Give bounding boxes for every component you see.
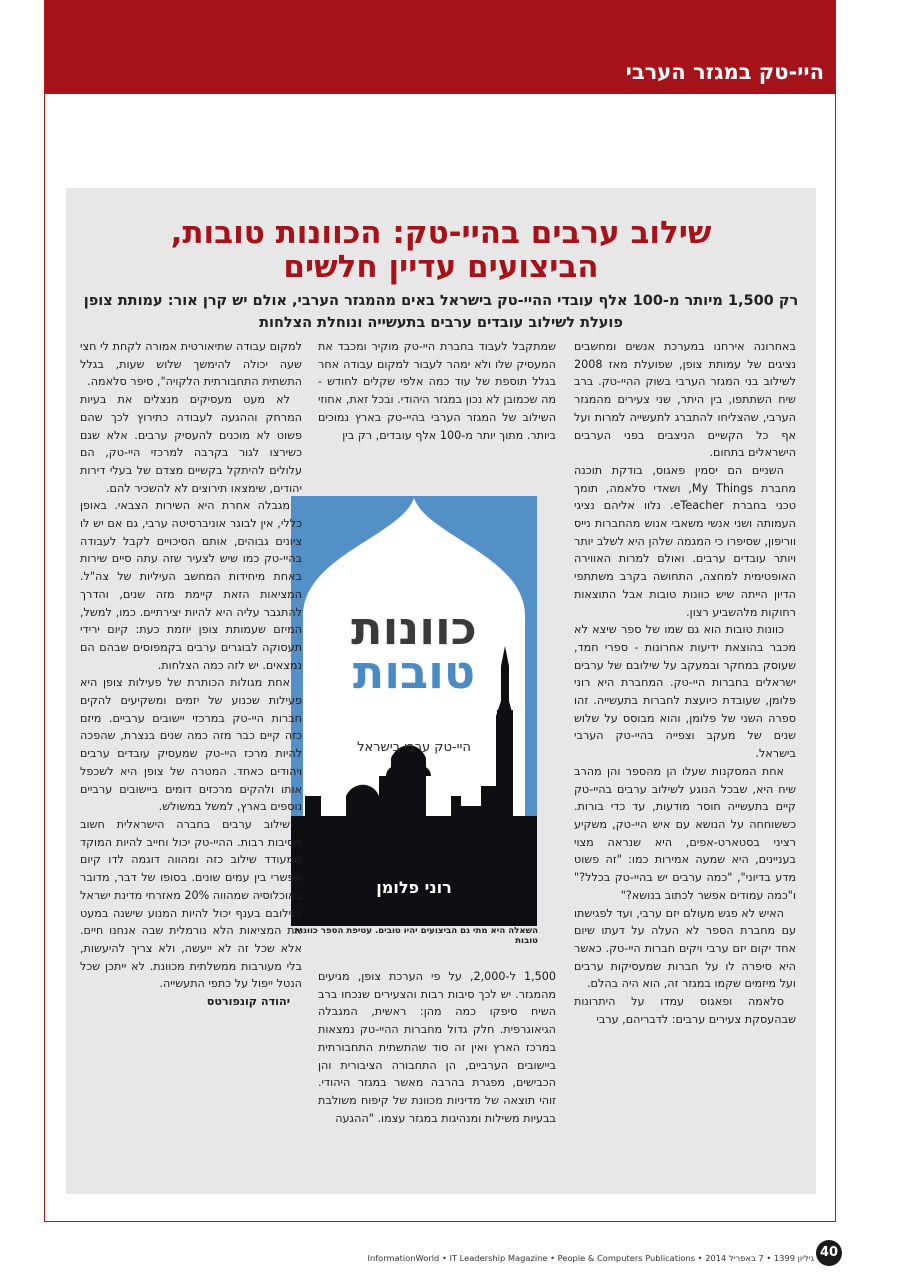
paragraph: שילוב ערבים בחברה הישראלית חשוב מסיבות רבות. ההיי-טק יכול וחייב להיות המוקד שמעודד שילוב כזה ומהווה דוגמה לדו קיום אפשרי בין עמים שונים. בסופו של דבר, מדובר באוכלוסיה שמהווה 20% מאזרחי מדינת ישראל ושילובם בענף יכול להיות המנוע שישנה במעט את המציאות הלא נורמלית שבה אנחנו חיים. אלא שכל זה לא ייעשה, ולא צריך להיעשות, בלי מעורבות ממשלתית מכוונת. לא ייתכן שכל הנטל ייפול על כתפי התעשייה. [80, 817, 302, 991]
paragraph: באחרונה אירחנו במערכת אנשים ומחשבים נציגים של עמותת צופן, שפועלת מאז 2008 לשילוב בני המגזר הערבי בשוק ההיי-טק. ברב שיח השתתפו, בין היתר, שני צעירים מהמגזר הערבי, שהצליחו להתברג לתעשייה למרות ועל אף כל הקשיים הניצבים בפני הערבים הישראלים בתחום. [574, 340, 796, 460]
paragraph: למקום עבודה שתיאורטית אמורה לקחת לי חצי שעה יכולה להימשך שלוש שעות, בגלל התשתית התחבורתית הלקויה", סיפר סלאמה. [80, 340, 302, 389]
bullet-icon: • [550, 1253, 558, 1263]
page-number: 40 [816, 1240, 842, 1266]
paragraph: אחת מגולות הכותרת של פעילות צופן היא פעילות שכנוע של יזמים ומשקיעים להקים חברות היי-טק במרכזי יישובים ערביים. מיזם כזה קיים כבר מזה כמה שנים בנצרת, שהפכה להיות מרכז היי-טק שמעסיק עובדים ערבים ויהודים כאחד. המטרה של צופן היא לשכפל אותו ולהקים מרכזים דומים ביישובים ערביים נוספים בארץ, למשל במשולש. [80, 676, 302, 814]
headline-line-2: הביצועים עדיין חלשים [283, 249, 599, 285]
article-column-1 [574, 338, 796, 1180]
paragraph: מגבלה אחרת היא השירות הצבאי. באופן כללי, אין לבוגר אוניברסיטה ערבי, גם אם יש לו ציונים גבוהים, אותם הסיכויים לקבל לעבודה בהיי-טק כמו שיש לצעיר שזה עתה סיים שירות באחת מיחידות המחשב העיליות של צה"ל. המציאות הזאת קיימת מזה שנים, והדרך להתגבר עליה היא להיות יצירתיים. כמו, למשל, המיזם שעמותת צופן יוזמת כעת: קיום ירידי תעסוקה לבוגרים ערבים בקמפוסים שבהם הם נמצאים. יש לזה כמה הצלחות. [80, 499, 302, 672]
section-title: היי-טק במגזר הערבי [625, 60, 824, 84]
paragraph: סלאמה ופאגוס עמדו על היתרונות שבהעסקת צעירים ערבים: לדבריהם, ערבי [574, 995, 796, 1026]
article-column-3 [80, 338, 302, 1180]
footer-date: 7 באפריל 2014 [705, 1253, 764, 1263]
book-subtitle: היי-טק ערבי בישראל [357, 740, 471, 755]
headline-line-1: שילוב ערבים בהיי-טק: הכוונות טובות, [170, 215, 712, 251]
bullet-icon: • [695, 1253, 703, 1263]
paragraph: שמתקבל לעבוד בחברת היי-טק מוקיר ומכבד את המעסיק שלו ולא ימהר לעבור למקום עבודה אחר בגלל תוספת של עוד כמה אלפי שקלים לחודש - מה שכמובן לא נכון במגזר היהודי. ובכל זאת, אחוזי השילוב של המגזר הערבי בהיי-טק בארץ נמוכים ביותר. מתוך יותר מ-100 אלף עובדים, רק בין [318, 340, 556, 442]
book-title-line-2: טובות [352, 645, 476, 699]
footer-pub: People & Computers Publications [557, 1253, 696, 1263]
footer-pub: InformationWorld [367, 1253, 440, 1263]
bullet-icon: • [763, 1253, 772, 1263]
headline [66, 216, 816, 284]
bullet-icon: • [441, 1253, 450, 1263]
paragraph: כוונות טובות הוא גם שמו של ספר שיצא לא מכבר בהוצאת ידיעות אחרונות - ספרי חמד, שעוסק במחקר ובמעקב על שילובם של ערבים ישראלים בחברות היי-טק. המחברת היא רוני פלומן, שעובדת כיועצת לחברות בתעשייה. זהו ספרה השני של פלומן, והוא מבוסס על שלוש שנים של מעקב וצפייה בהיי-טק הערבי בישראל. [574, 623, 796, 761]
book-cover-illustration [291, 496, 537, 926]
article-column-2-top [318, 338, 556, 458]
author-byline: יהודה קונפורטס [206, 995, 290, 1009]
paragraph: אחת המסקנות שעלו הן מהספר והן מהרב שיח היא, שבכל הנוגע לשילוב ערבים בהיי-טק קיים בתעשייה חוסר מודעות, עד כדי בורות. כששוחחה על הנושא עם איש היי-טק, משקיע רציני בסטארט-אפים, היא שנראה מצוי בעניינים, היא שמעה אמירות כמו: "זה פשוט מדע בדיוני", "כמה ערבים יש בהיי-טק בכלל?" ו"כמה עמודים אפשר לכתוב בנושא?" [574, 764, 796, 902]
paragraph: האיש לא פגש מעולם יזם ערבי, ועד לפגישתו עם מחברת הספר לא העלה על דעתו שיום אחד יקום יזם ערבי ויקים חברות היי-טק. כאשר היא סיפרה לו על חברות שמעסיקות ערבים ועל מיזמים שקמו במגזר זה, הוא היה בהלם. [574, 906, 796, 991]
book-cover-image [291, 496, 537, 926]
footer-issue: גיליון 1399 [773, 1253, 814, 1263]
article-panel [66, 188, 816, 1194]
subheadline: רק 1,500 מיותר מ-100 אלף עובדי ההיי-טק בישראל באים מהמגזר הערבי, אולם יש קרן אור: עמותת צופן פועלת לשילוב עובדים ערבים בתעשייה ונוחלת הצלחות [83, 293, 799, 331]
book-title-line-1: כוונות [351, 601, 477, 655]
article-column-2-bottom [318, 968, 556, 1180]
page-footer [340, 1253, 814, 1263]
image-caption: השאלה היא מתי גם הביצועים יהיו טובים. עטיפת הספר כוונות טובות [294, 926, 538, 946]
book-author: רוני פלומן [376, 878, 452, 897]
paragraph: השניים הם יסמין פאגוס, בודקת תוכנה מחברת My Things, ושאדי סלאמה, תומך טכני בחברת eTeacher. נלוו אליהם נציגי העמותה ושני אנשי משאבי אנוש מהחברות נייס ווריפון, שסיפרו כי המגמה שלהן היא לשלב יותר ויותר עובדים ערבים. ואולם למרות האווירה האופטימית למחצה, התחושה בקרב משתתפי הדיון הייתה שיש כוונות טובות אבל התוצאות רחוקות מלהשביע רצון. [574, 463, 796, 619]
paragraph: 1,500 ל-2,000, על פי הערכת צופן, מגיעים מהמגזר. יש לכך סיבות רבות והצעירים שנכחו ברב השיח סיפקו כמה מהן: ראשית, המגבלה הגיאוגרפית. חלק גדול מחברות ההיי-טק נמצאות במרכז הארץ ואין זה סוד שהתשתית התחבורתית ביישובים הערביים, הן התחבורה הציבורית והן הכבישים, מפגרת בהרבה מאשר במגזר היהודי. זוהי תוצאה של מדיניות מכוונת של קיפוח משולבת בבעיות משילות ומנהיגות במגזר עצמו. "ההגעה [318, 970, 556, 1125]
paragraph: לא מעט מעסיקים מנצלים את בעיות המרחק וההגעה לעבודה כתירוץ לכך שהם פשוט לא מוכנים להעסיק ערבים. אלא שגם כשירצו לגור בקרבה למרכזי היי-טק, הם עלולים להיתקל בקשיים מצדם של בעלי דירות יהודים, שימצאו תירוצים לא להשכיר להם. [80, 393, 302, 495]
footer-pub: IT Leadership Magazine [449, 1253, 548, 1263]
